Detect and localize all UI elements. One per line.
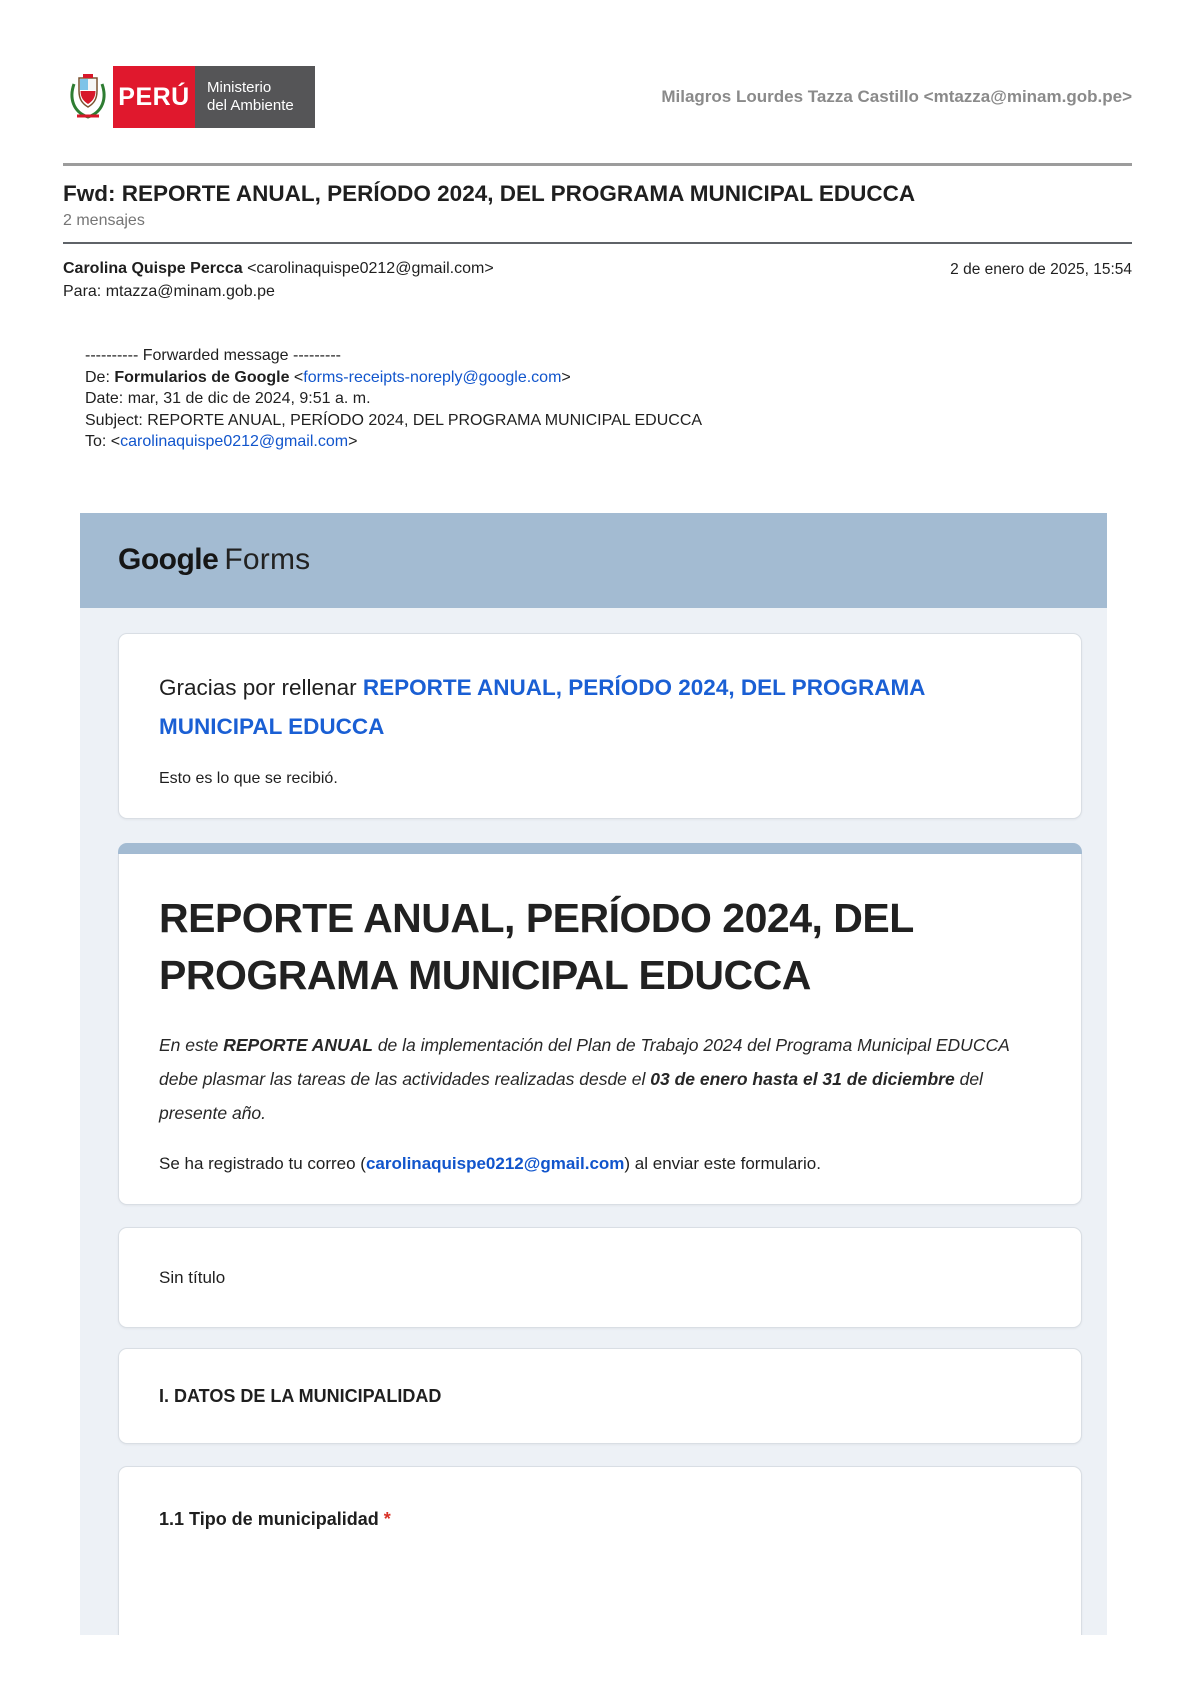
forwarded-from-name: Formularios de Google	[114, 368, 290, 386]
print-header	[63, 66, 1132, 128]
form-title: REPORTE ANUAL, PERÍODO 2024, DEL PROGRAMA MUNICIPAL EDUCCA	[159, 894, 914, 998]
forwarded-from-email-link[interactable]: forms-receipts-noreply@google.com	[303, 368, 562, 386]
question-card	[118, 1466, 1082, 1635]
section-heading-card	[118, 1348, 1082, 1444]
thanks-line	[159, 668, 1041, 746]
google-forms-logo-google: Google	[118, 543, 219, 576]
forwarded-to-bracket-close: >	[348, 433, 358, 450]
ministry-wordmark	[195, 66, 315, 128]
form-header-card	[118, 843, 1082, 1205]
sender-line	[63, 257, 494, 280]
ministry-line-1: Ministerio	[207, 79, 272, 96]
desc-seg-1: REPORTE ANUAL	[223, 1034, 373, 1055]
form-title-link[interactable]: REPORTE ANUAL, PERÍODO 2024, DEL PROGRAMA MUNICIPAL EDUCCA	[159, 674, 925, 739]
forwarded-to-email-link[interactable]: carolinaquispe0212@gmail.com	[120, 433, 349, 450]
question-label: 1.1 Tipo de municipalidad	[159, 1508, 379, 1529]
message-header	[63, 257, 1132, 303]
google-forms-logo-forms: Forms	[224, 543, 311, 576]
question-line	[159, 1509, 1041, 1530]
section-heading-label: I. DATOS DE LA MUNICIPALIDAD	[159, 1385, 442, 1406]
received-note: Esto es lo que se recibió.	[159, 769, 338, 787]
minam-logo	[63, 66, 315, 128]
desc-seg-4: del presente año.	[159, 1068, 983, 1123]
untitled-section-card	[118, 1227, 1082, 1328]
forwarded-from-bracket-close: >	[561, 368, 571, 386]
forwarded-date-line: Date: mar, 31 de dic de 2024, 9:51 a. m.	[85, 390, 371, 407]
thread-divider	[63, 242, 1132, 244]
ministry-line-2: del Ambiente	[207, 97, 294, 114]
form-card-accent-bar	[118, 843, 1082, 854]
form-description	[159, 1028, 1041, 1130]
google-forms-email	[80, 513, 1107, 1635]
message-date: 2 de enero de 2025, 15:54	[950, 261, 1132, 278]
peru-coat-of-arms-icon	[63, 66, 113, 128]
desc-seg-3: 03 de enero hasta el 31 de diciembre	[650, 1068, 955, 1089]
google-forms-banner	[80, 513, 1107, 608]
forwarded-from-bracket-open: <	[289, 368, 304, 386]
thanks-card	[118, 633, 1082, 819]
recipient-line: Para: mtazza@minam.gob.pe	[63, 283, 275, 300]
form-header-card-body	[118, 854, 1082, 1205]
thread-subject: Fwd: REPORTE ANUAL, PERÍODO 2024, DEL PROGRAMA MUNICIPAL EDUCCA	[63, 181, 916, 206]
forms-email-body	[80, 608, 1107, 1635]
sender-name: Carolina Quispe Percca	[63, 260, 243, 277]
google-forms-logo	[118, 543, 310, 577]
message-sender-block	[63, 257, 494, 303]
registered-email-link[interactable]: carolinaquispe0212@gmail.com	[365, 1153, 625, 1173]
untitled-section-label: Sin título	[159, 1267, 226, 1287]
forwarded-to-line	[85, 431, 1132, 453]
registered-email-line	[159, 1154, 1041, 1174]
header-divider	[63, 163, 1132, 166]
forwarded-to-label: To: <	[85, 433, 121, 450]
registered-prefix: Se ha registrado tu correo (	[159, 1153, 366, 1173]
forwarded-divider-line: ---------- Forwarded message ---------	[85, 347, 341, 364]
message-count: 2 mensajes	[63, 212, 145, 229]
peru-wordmark-text: PERÚ	[118, 82, 190, 111]
sender-email: <carolinaquispe0212@gmail.com>	[242, 260, 494, 277]
forwarded-message-block	[63, 345, 1132, 453]
forwarded-subject-line: Subject: REPORTE ANUAL, PERÍODO 2024, DEL PROGRAMA MUNICIPAL EDUCCA	[85, 411, 703, 429]
forwarded-from-line	[85, 367, 1132, 389]
peru-wordmark	[113, 66, 195, 128]
account-email: Milagros Lourdes Tazza Castillo <mtazza@minam.gob.pe>	[661, 87, 1132, 106]
required-asterisk: *	[383, 1508, 391, 1529]
thanks-prefix: Gracias por rellenar	[159, 674, 363, 700]
registered-suffix: ) al enviar este formulario.	[624, 1153, 821, 1173]
desc-seg-0: En este	[159, 1034, 224, 1055]
desc-seg-2: de la implementación del Plan de Trabajo 2024 del Programa Municipal EDUCCA debe plasmar las tareas de las actividades realizadas desde el	[159, 1034, 1010, 1089]
forwarded-from-label: De:	[85, 368, 115, 386]
